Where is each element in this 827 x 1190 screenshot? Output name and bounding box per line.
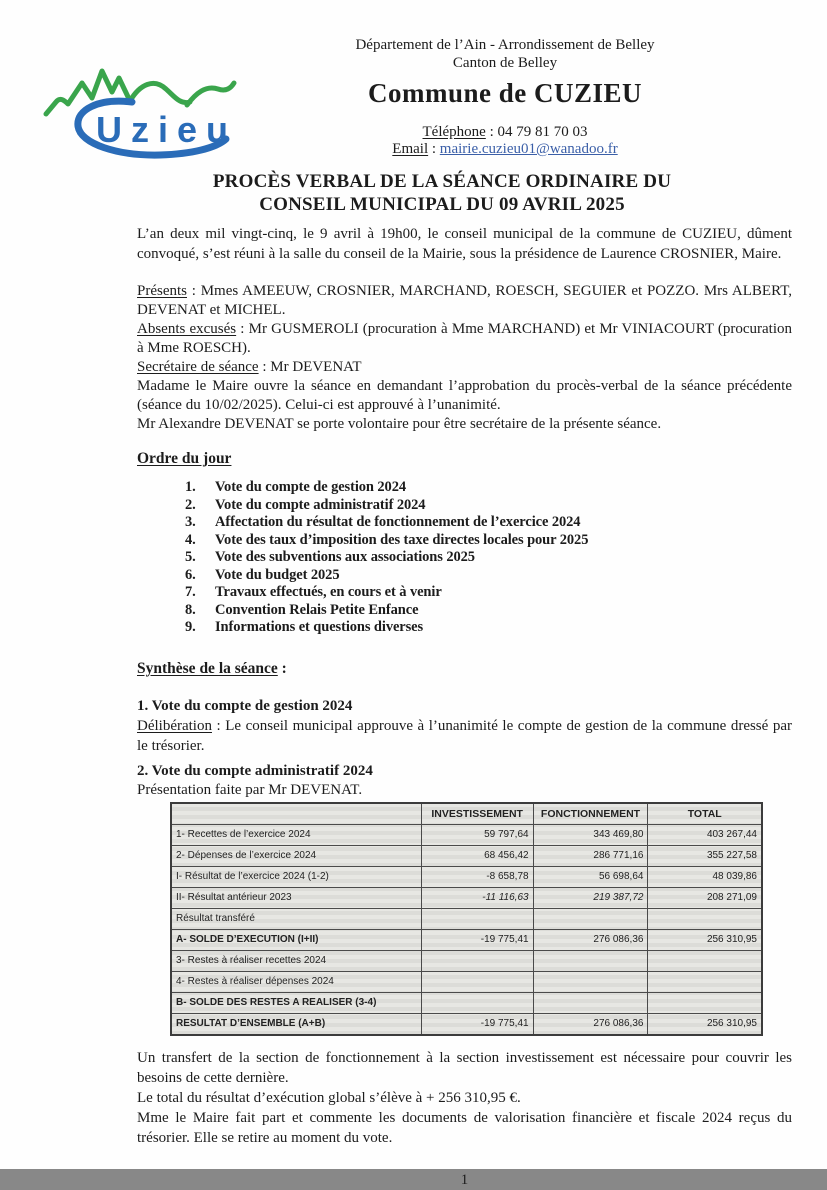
deliberation-label: Délibération: [137, 717, 212, 734]
row-label: 1- Recettes de l’exercice 2024: [171, 824, 421, 845]
agenda-item-number: 9.: [185, 619, 196, 635]
table-row: [171, 887, 762, 908]
table-row: [171, 950, 762, 971]
table-row-solde-restes: [171, 992, 762, 1013]
cell-investissement: [421, 908, 533, 929]
agenda-item-text: Travaux effectués, en cours et à venir: [215, 584, 442, 600]
agenda-item: [185, 584, 792, 602]
synthesis-heading-text: Synthèse de la séance: [137, 659, 278, 677]
cell-investissement: -19 775,41: [421, 1013, 533, 1035]
row-label: II- Résultat antérieur 2023: [171, 887, 421, 908]
cell-investissement: -11 116,63: [421, 887, 533, 908]
cell-total: [648, 971, 762, 992]
page-number: 1: [460, 1171, 469, 1188]
absents-label: Absents excusés: [137, 321, 237, 337]
cell-investissement: 68 456,42: [421, 845, 533, 866]
document-body: [137, 224, 792, 1190]
agenda-item-number: 2.: [185, 496, 196, 513]
cell-investissement: [421, 971, 533, 992]
cell-total: 403 267,44: [648, 824, 762, 845]
section1-title: 1. Vote du compte de gestion 2024: [137, 697, 353, 714]
cell-fonctionnement: 56 698,64: [533, 866, 648, 887]
attendance-block: [137, 282, 792, 434]
agenda-item: [185, 619, 792, 637]
cell-fonctionnement: [533, 908, 648, 929]
section1-paragraph: [137, 716, 792, 756]
intro-paragraph: L’an deux mil vingt-cinq, le 9 avril à 19h00, le conseil municipal de la commune de CUZIEU, dûment convoqué, s’est réuni à la salle du conseil de la Mairie, sous la présidence de Laurence CROSNIER, Maire.: [137, 226, 792, 262]
agenda-item-text: Vote des taux d’imposition des taxe directes locales pour 2025: [215, 531, 589, 548]
document-title: [92, 170, 792, 216]
cell-fonctionnement: [533, 971, 648, 992]
conclusion-block: [137, 1048, 792, 1148]
agenda-item: [185, 532, 792, 550]
agenda-item-number: 8.: [185, 601, 196, 618]
cell-fonctionnement: [533, 992, 648, 1013]
canton-line: Canton de Belley: [452, 55, 558, 71]
cell-investissement: [421, 992, 533, 1013]
phone-number: : 04 79 81 70 03: [485, 124, 588, 140]
cell-fonctionnement: 286 771,16: [533, 845, 648, 866]
agenda-item: [185, 479, 792, 497]
presents-label: Présents: [137, 283, 187, 299]
agenda-heading: Ordre du jour: [137, 450, 232, 467]
cell-investissement: 59 797,64: [421, 824, 533, 845]
absents-paragraph: [137, 320, 792, 358]
agenda-item-text: Vote du budget 2025: [215, 566, 340, 583]
agenda-item-text: Vote des subventions aux associations 2025: [215, 549, 475, 565]
cuzieu-logo: [40, 52, 240, 164]
phone-line: [285, 124, 725, 141]
cell-fonctionnement: 276 086,36: [533, 1013, 648, 1035]
logo-letters: Uzieu: [96, 109, 238, 150]
email-label: Email: [392, 141, 429, 157]
email-sep: :: [428, 141, 440, 157]
cell-investissement: [421, 950, 533, 971]
mountains-right-icon: [130, 83, 234, 105]
department-line: Département de l’Ain - Arrondissement de Belley: [355, 37, 655, 53]
agenda-item-text: Affectation du résultat de fonctionnement de l’exercice 2024: [215, 514, 581, 530]
cell-investissement: -8 658,78: [421, 866, 533, 887]
table-row: [171, 971, 762, 992]
row-label: B- SOLDE DES RESTES A REALISER (3-4): [171, 992, 421, 1013]
agenda-item: [185, 514, 792, 532]
agenda-item: [185, 567, 792, 585]
agenda-item-number: 5.: [185, 549, 196, 565]
cell-total: 355 227,58: [648, 845, 762, 866]
phone-label: Téléphone: [422, 124, 486, 140]
org-header: [285, 36, 725, 158]
cell-total: 48 039,86: [648, 866, 762, 887]
presents-text: : Mmes AMEEUW, CROSNIER, MARCHAND, ROESCH, SEGUIER et POZZO. Mrs ALBERT, DEVENAT et MICHEL.: [137, 283, 792, 318]
agenda-item-text: Informations et questions diverses: [215, 619, 424, 635]
table-row: [171, 824, 762, 845]
agenda-item: [185, 602, 792, 620]
row-label: 4- Restes à réaliser dépenses 2024: [171, 971, 421, 992]
agenda-item-number: 7.: [185, 584, 196, 600]
secretary-paragraph: [137, 358, 792, 377]
row-label: A- SOLDE D’EXECUTION (I+II): [171, 929, 421, 950]
commune-title: Commune de CUZIEU: [367, 78, 643, 108]
email-line: [285, 141, 725, 158]
agenda-item-number: 4.: [185, 531, 196, 548]
agenda-item-text: Vote du compte administratif 2024: [215, 496, 426, 513]
table-header-row: [171, 803, 762, 825]
budget-results-table: [170, 802, 763, 1036]
absents-text: : Mr GUSMEROLI (procuration à Mme MARCHAND) et Mr VINIACOURT (procuration à Mme ROESCH).: [137, 321, 792, 356]
document-title-line2: CONSEIL MUNICIPAL DU 09 AVRIL 2025: [259, 194, 625, 215]
mayor-paragraph: Mme le Maire fait part et commente les documents de valorisation financière et fiscale 2024 reçus du trésorier. Elle se retire au moment du vote.: [137, 1109, 792, 1146]
cell-fonctionnement: [533, 950, 648, 971]
volunteer-paragraph: Mr Alexandre DEVENAT se porte volontaire pour être secrétaire de la présente séance.: [137, 416, 662, 432]
agenda-item-number: 6.: [185, 566, 196, 583]
section2-paragraph: Présentation faite par Mr DEVENAT.: [137, 781, 363, 798]
agenda-item-number: 1.: [185, 479, 196, 495]
agenda-item: [185, 497, 792, 515]
cell-total: [648, 992, 762, 1013]
agenda-item: [185, 549, 792, 567]
cell-total: [648, 950, 762, 971]
cell-investissement: -19 775,41: [421, 929, 533, 950]
row-label: RESULTAT D’ENSEMBLE (A+B): [171, 1013, 421, 1035]
row-label: 3- Restes à réaliser recettes 2024: [171, 950, 421, 971]
deliberation-text: : Le conseil municipal approuve à l’unanimité le compte de gestion de la commune dressé par le trésorier.: [137, 717, 792, 754]
agenda-list: [185, 479, 792, 637]
table-row-resultat-ensemble: [171, 1013, 762, 1035]
row-label: I- Résultat de l’exercice 2024 (1-2): [171, 866, 421, 887]
cell-fonctionnement: 276 086,36: [533, 929, 648, 950]
agenda-item-text: Convention Relais Petite Enfance: [215, 601, 419, 618]
presents-paragraph: [137, 282, 792, 320]
cell-total: 256 310,95: [648, 929, 762, 950]
table-row-solde-execution: [171, 929, 762, 950]
row-label: 2- Dépenses de l’exercice 2024: [171, 845, 421, 866]
synthesis-heading: [137, 659, 792, 679]
agenda-item-number: 3.: [185, 514, 196, 530]
section2-title: 2. Vote du compte administratif 2024: [137, 762, 373, 779]
table-header-total: TOTAL: [648, 803, 762, 825]
transfer-paragraph: Un transfert de la section de fonctionnement à la section investissement est nécessaire pour couvrir les besoins de cette dernière.: [137, 1049, 792, 1086]
cell-fonctionnement: 219 387,72: [533, 887, 648, 908]
email-link[interactable]: mairie.cuzieu01@wanadoo.fr: [439, 141, 618, 157]
cell-fonctionnement: 343 469,80: [533, 824, 648, 845]
secretary-text: : Mr DEVENAT: [258, 359, 362, 375]
total-result-paragraph: Le total du résultat d’exécution global s’élève à + 256 310,95 €.: [137, 1089, 521, 1106]
table-header-fonctionnement: FONCTIONNEMENT: [533, 803, 648, 825]
table-row: [171, 908, 762, 929]
cell-total: [648, 908, 762, 929]
row-label: Résultat transféré: [171, 908, 421, 929]
cuzieu-logo-svg: [40, 52, 240, 164]
secretary-label: Secrétaire de séance: [137, 359, 259, 375]
cell-total: 256 310,95: [648, 1013, 762, 1035]
approval-paragraph: Madame le Maire ouvre la séance en demandant l’approbation du procès-verbal de la séance précédente (séance du 10/02/2025). Celui-ci est approuvé à l’unanimité.: [137, 378, 792, 413]
cell-total: 208 271,09: [648, 887, 762, 908]
table-header-investissement: INVESTISSEMENT: [421, 803, 533, 825]
table-row: [171, 845, 762, 866]
synthesis-heading-colon: :: [277, 659, 287, 677]
table-header-empty: [171, 803, 421, 825]
document-title-line1: PROCÈS VERBAL DE LA SÉANCE ORDINAIRE DU: [212, 171, 672, 192]
agenda-item-text: Vote du compte de gestion 2024: [215, 479, 407, 495]
table-row: [171, 866, 762, 887]
